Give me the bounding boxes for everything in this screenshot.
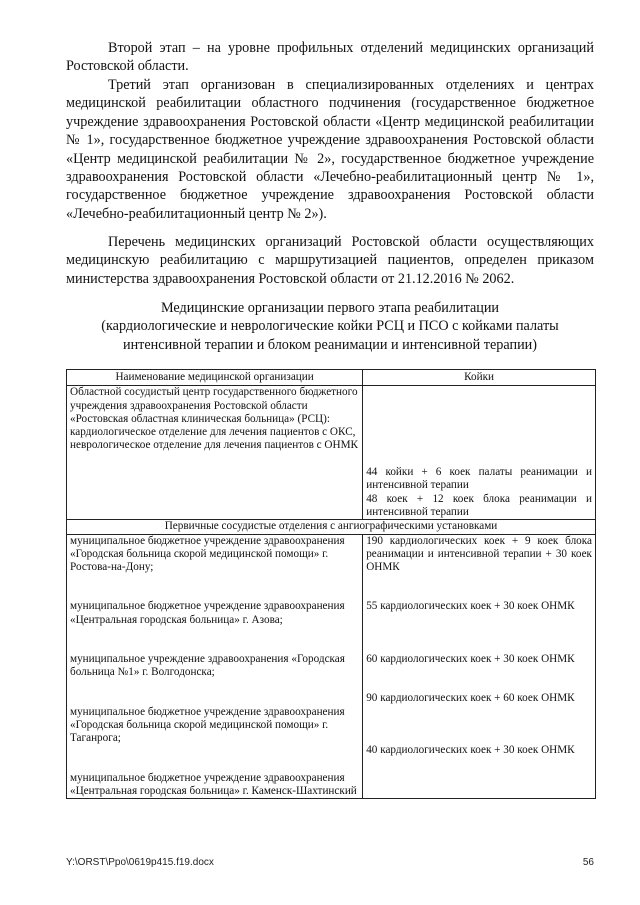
pso-org-name: муниципальное бюджетное учреждение здравоохранения «Центральная городская больница» г. Азова; [70, 600, 345, 626]
rsc-beds-neuro: 48 коек + 12 коек блока реанимации и интенсивной терапии [366, 492, 592, 518]
table-title-line2: (кардиологические и неврологические койки РСЦ и ПСО с койками палаты интенсивной терапии и блоком реанимации и интенсивной терапии) [101, 318, 559, 353]
table-title-line1: Медицинские организации первого этапа реабилитации [160, 300, 500, 316]
table-row-rsc [67, 386, 596, 520]
pso-beds: 60 кардиологических коек + 30 коек ОНМК [366, 652, 575, 665]
pso-beds: 55 кардиологических коек + 30 коек ОНМК [366, 600, 575, 613]
paragraph-list-order [66, 233, 594, 288]
footer-page-number: 56 [582, 857, 594, 868]
pso-beds: 40 кардиологических коек + 30 коек ОНМК [366, 744, 575, 757]
paragraph-text: Третий этап организован в специализированных отделениях и центрах медицинской реабилитации областного подчинения (государственное бюджетное учреждение здравоохранения Ростовской области «Центр медицинской реабилитации № 1», государственное бюджетное учреждение здравоохранения Ростовской области «Центр медицинской реабилитации № 2», государственное бюджетное учреждение здравоохранения Ростовской области «Лечебно-реабилитационный центр № 1», государственное бюджетное учреждение здравоохранения Ростовской области «Лечебно-реабилитационный центр № 2»). [66, 77, 594, 222]
table-header-row [67, 370, 596, 386]
pso-beds: 90 кардиологических коек + 60 коек ОНМК [366, 692, 575, 705]
rsc-organization-cell [67, 386, 363, 520]
rsc-dept-cardio: кардиологическое отделение для лечения пациентов с ОКС, [70, 426, 356, 439]
pso-org-name: муниципальное бюджетное учреждение здравоохранения «Центральная городская больница» г. Каменск-Шахтинский [70, 771, 357, 797]
rsc-beds-cardio: 44 койки + 6 коек палаты реанимации и интенсивной терапии [366, 466, 592, 492]
pso-beds-cell [363, 534, 596, 799]
pso-org-name: муниципальное бюджетное учреждение здравоохранения «Городская больница скорой медицинской помощи» г. Ростова-на-Дону; [70, 534, 345, 574]
paragraph-second-stage [66, 39, 594, 76]
paragraph-text: Второй этап – на уровне профильных отделений медицинских организаций Ростовской области. [66, 40, 594, 75]
header-organization: Наименование медицинской организации [67, 370, 363, 386]
rsc-name: Областной сосудистый центр государственного бюджетного учреждения здравоохранения Ростовской области «Ростовская областная клиническая больница» (РСЦ): [70, 386, 358, 425]
rsc-beds-cell [363, 386, 596, 520]
header-beds: Койки [363, 370, 596, 386]
table-title [66, 299, 594, 354]
table-section-row [67, 520, 596, 534]
pso-organizations-cell [67, 534, 363, 799]
pso-org-name: муниципальное учреждение здравоохранения «Городская больница №1» г. Волгодонска; [70, 653, 345, 679]
rsc-dept-neuro: неврологическое отделение для лечения пациентов с ОНМК [70, 439, 358, 452]
table-row-pso [67, 534, 596, 799]
section-heading: Первичные сосудистые отделения с ангиографическими установками [67, 520, 596, 534]
organizations-table [66, 369, 596, 799]
paragraph-text: Перечень медицинских организаций Ростовской области осуществляющих медицинскую реабилитацию с маршрутизацией пациентов, определен приказом министерства здравоохранения Ростовской области от 21.12.2016 № 2062. [66, 234, 594, 287]
paragraph-third-stage [66, 76, 594, 223]
pso-org-name: муниципальное бюджетное учреждение здравоохранения «Городская больница скорой медицинской помощи» г. Таганрога; [70, 705, 345, 745]
footer-file-path: Y:\ORST\Ppo\0619p415.f19.docx [66, 857, 214, 868]
pso-beds: 190 кардиологических коек + 9 коек блока реанимации и интенсивной терапии + 30 коек ОНМК [366, 534, 592, 574]
